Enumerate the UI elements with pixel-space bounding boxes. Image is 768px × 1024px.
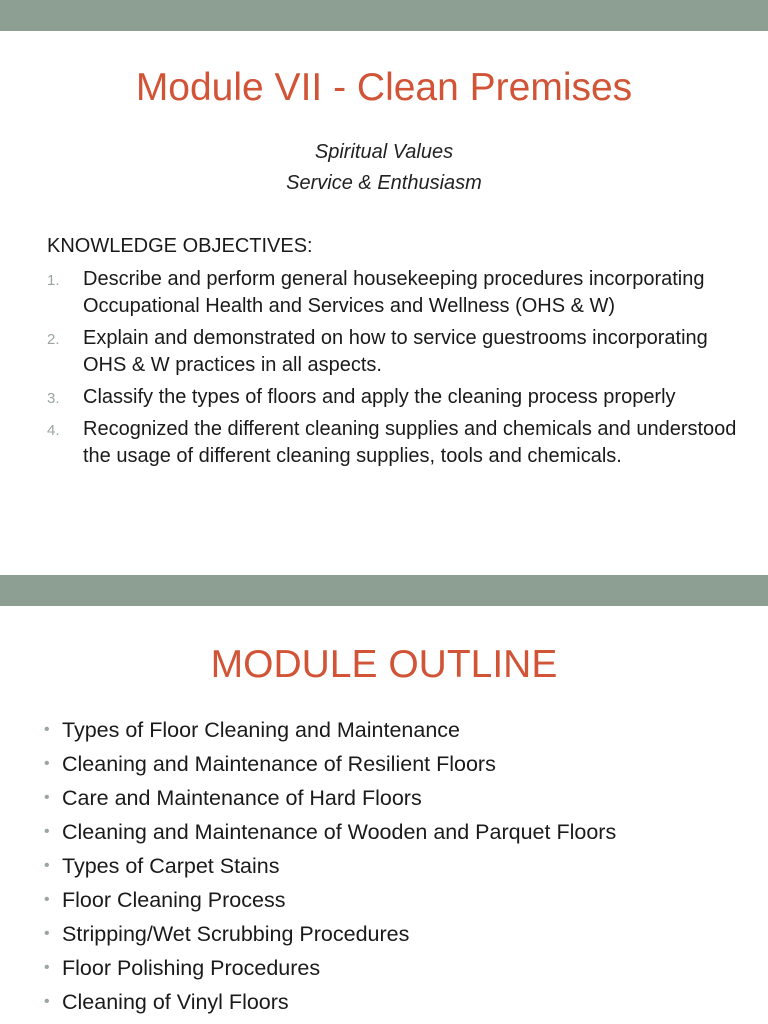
outline-item [44, 715, 744, 749]
bullet-icon: • [44, 891, 50, 908]
outline-item [44, 987, 744, 1021]
outline-item-text: Cleaning and Maintenance of Wooden and Parquet Floors [62, 820, 617, 844]
bullet-icon: • [44, 993, 50, 1010]
outline-item-text: Types of Floor Cleaning and Maintenance [62, 718, 460, 742]
slide2-title: MODULE OUTLINE [210, 643, 558, 686]
subtitle-service-enthusiasm: Service & Enthusiasm [286, 172, 482, 194]
top-band [0, 0, 768, 31]
objective-item [47, 266, 737, 320]
outline-item-text: Stripping/Wet Scrubbing Procedures [62, 922, 410, 946]
outline-item [44, 817, 744, 851]
outline-item [44, 783, 744, 817]
outline-item [44, 953, 744, 987]
outline-item [44, 749, 744, 783]
outline-list [44, 715, 744, 1021]
outline-item-text: Floor Cleaning Process [62, 888, 286, 912]
objective-text: Recognized the different cleaning supplies and chemicals and understood the usage of different cleaning supplies, tools and chemicals. [83, 418, 737, 467]
subtitle-spiritual-values: Spiritual Values [314, 141, 454, 163]
outline-item-text: Care and Maintenance of Hard Floors [62, 786, 422, 810]
bullet-icon: • [44, 857, 50, 874]
objective-number: 3. [47, 390, 60, 407]
objective-item [47, 416, 737, 470]
bullet-icon: • [44, 755, 50, 772]
objective-text: Explain and demonstrated on how to service guestrooms incorporating OHS & W practices in all aspects. [83, 327, 708, 376]
objective-number: 4. [47, 422, 60, 439]
outline-item-text: Types of Carpet Stains [62, 854, 280, 878]
slide1-title: Module VII - Clean Premises [135, 66, 633, 109]
outline-item-text: Cleaning of Vinyl Floors [62, 990, 289, 1014]
objective-number: 1. [47, 272, 60, 289]
bullet-icon: • [44, 789, 50, 806]
outline-item-text: Cleaning and Maintenance of Resilient Floors [62, 752, 496, 776]
outline-item [44, 851, 744, 885]
objective-item [47, 325, 737, 379]
outline-item [44, 919, 744, 953]
slide-divider-band [0, 575, 768, 606]
objective-number: 2. [47, 331, 60, 348]
outline-item [44, 885, 744, 919]
bullet-icon: • [44, 925, 50, 942]
bullet-icon: • [44, 959, 50, 976]
bullet-icon: • [44, 721, 50, 738]
objectives-heading: KNOWLEDGE OBJECTIVES: [47, 235, 313, 257]
outline-item-text: Floor Polishing Procedures [62, 956, 321, 980]
objective-item [47, 384, 737, 411]
objective-text: Classify the types of floors and apply the cleaning process properly [83, 386, 676, 408]
objective-text: Describe and perform general housekeeping procedures incorporating Occupational Health and Services and Wellness (OHS & W) [83, 268, 705, 317]
objectives-list [47, 266, 737, 475]
bullet-icon: • [44, 823, 50, 840]
